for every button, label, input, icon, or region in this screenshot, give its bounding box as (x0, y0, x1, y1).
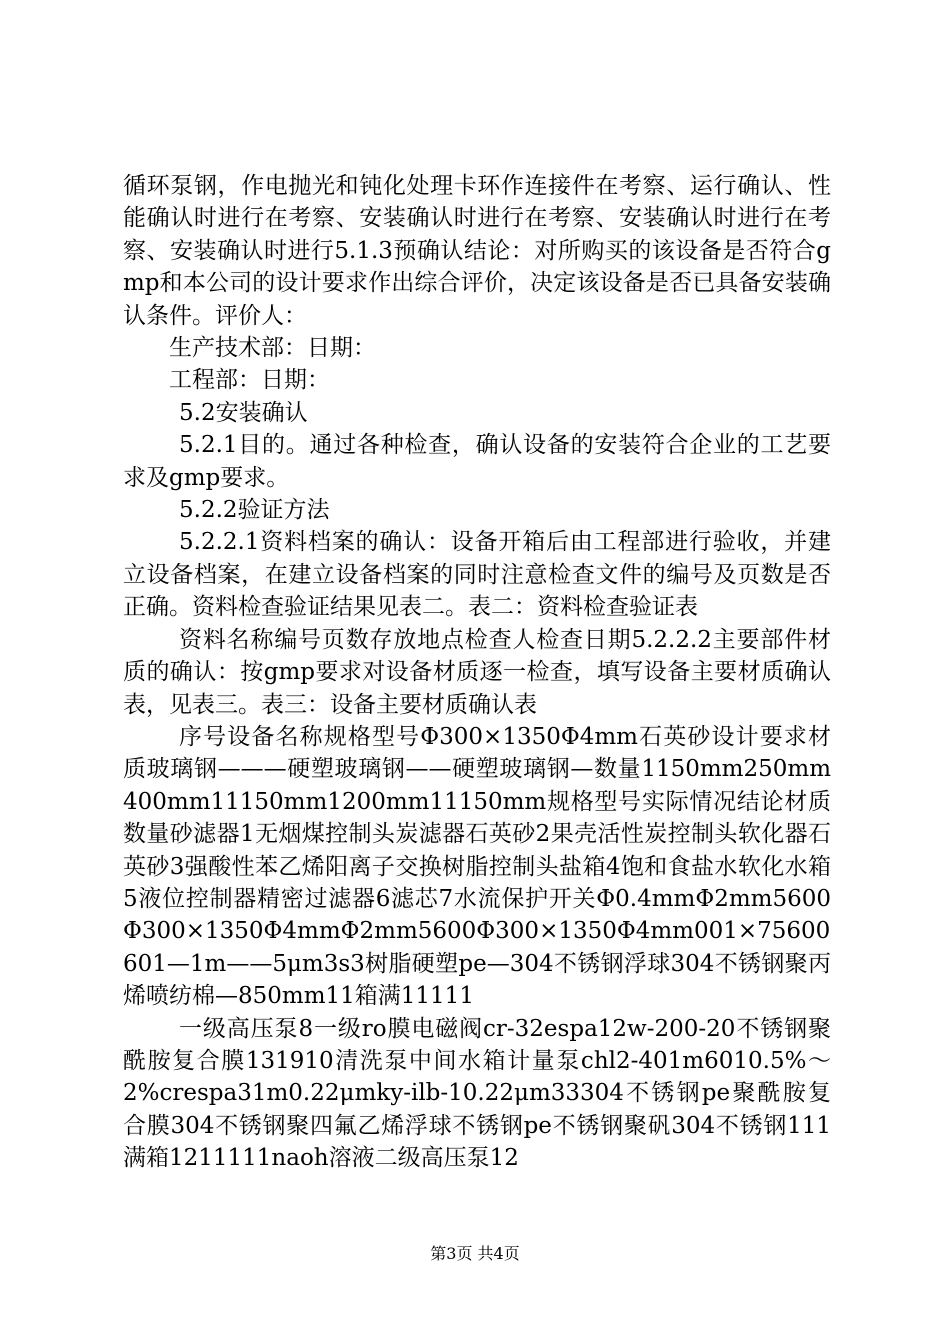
paragraph-high-pressure-pump-text: 一级高压泵8一级ro膜电磁阀cr-32espa12w-200-20不锈钢聚酰胺复合膜131910清洗泵中间水箱计量泵chl2-401m6010.5%～2%crespa31m0.22μmky-ilb-10.22μm33304不锈钢pe聚酰胺复合膜304不锈钢聚四氟乙烯浮球不锈钢pe不锈钢聚矾304不锈钢111满箱1211111naoh溶液二级高压泵12 (123, 1015, 831, 1172)
section-heading-installation-confirmation: 5.2安装确认 (179, 399, 308, 426)
page-number-footer: 第3页 共4页 (430, 1244, 520, 1263)
paragraph-material-confirmation: 资料名称编号页数存放地点检查人检查日期5.2.2.2主要部件材质的确认：按gmp要求对设备材质逐一检查，填写设备主要材质确认表，见表三。表三：设备主要材质确认表 (123, 626, 831, 718)
paragraph-equipment-table-text: 序号设备名称规格型号Φ300×1350Φ4mm石英砂设计要求材质玻璃钢———硬塑玻璃钢——硬塑玻璃钢—数量1150mm250mm400mm11150mm1200mm11150mm规格型号实际情况结论材质数量砂滤器1无烟煤控制头炭滤器石英砂2果壳活性炭控制头软化器石英砂3强酸性苯乙烯阳离子交换树脂控制头盐箱4饱和食盐水软化水箱5液位控制器精密过滤器6滤芯7水流保护开关Φ0.4mmΦ2mm5600Φ300×1350Φ4mmΦ2mm5600Φ300×1350Φ4mm001×75600601—1m——5μm3s3树脂硬塑pe—304不锈钢浮球304不锈钢聚丙烯喷纺棉—850mm11箱满11111 (123, 723, 831, 1010)
paragraph-purpose: 5.2.1目的。通过各种检查，确认设备的安装符合企业的工艺要求及gmp要求。 (123, 432, 831, 491)
paragraph-production-dept-sign: 生产技术部：日期： (169, 335, 376, 362)
paragraph-continuation: 循环泵钢，作电抛光和钝化处理卡环作连接件在考察、运行确认、性能确认时进行在考察、安装确认时进行在考察、安装确认时进行在考察、安装确认时进行5.1.3预确认结论：对所购买的该设备是否符合gmp和本公司的设计要求作出综合评价，决定该设备是否已具备安装确认条件。评价人： (123, 173, 831, 329)
paragraph-document-archive-confirmation: 5.2.2.1资料档案的确认：设备开箱后由工程部进行验收，并建立设备档案，在建立设备档案的同时注意检查文件的编号及页数是否正确。资料检查验证结果见表二。表二：资料检查验证表 (123, 529, 831, 621)
section-heading-verification-method: 5.2.2验证方法 (179, 497, 330, 524)
document-body (123, 170, 831, 1175)
paragraph-engineering-dept-sign: 工程部：日期： (169, 367, 330, 394)
